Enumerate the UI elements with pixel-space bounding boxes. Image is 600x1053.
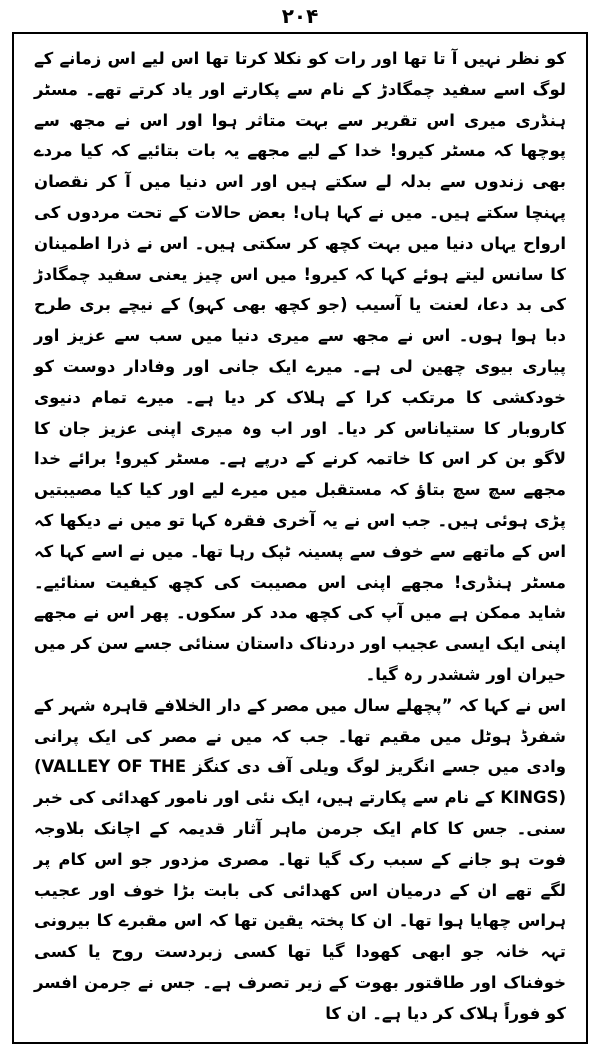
page-number: ۲۰۴ xyxy=(281,4,319,28)
paragraph-1: کو نظر نہیں آ تا تھا اور رات کو نکلا کرتا تھا اس لیے اس زمانے کے لوگ اسے سفید چمگادڑ کے نام سے پکارتے اور یاد کرتے تھے۔ مسٹر ہنڈری میری اس تقریر سے بہت متاثر ہوا اور اس نے مجھ سے پوچھا کہ مسٹر کیرو! خدا کے لیے مجھے یہ بات بتائیے کہ کیا مردے بھی زندوں سے بدلہ لے سکتے ہیں اور اس دنیا میں آ کر نقصان پہنچا سکتے ہیں۔ میں نے کہا ہاں! بعض حالات کے تحت مردوں کی ارواح یہاں دنیا میں بہت کچھ کر سکتی ہیں۔ اس نے ذرا اطمینان کا سانس لیتے ہوئے کہا کہ کیرو! میں اس چیز یعنی سفید چمگادڑ کی بد دعا، لعنت یا آسیب (جو کچھ بھی کہو) کے نیچے بری طرح دبا ہوا ہوں۔ اس نے مجھ سے میری دنیا میں سب سے عزیز اور پیاری بیوی چھین لی ہے۔ میرے ایک جانی اور وفادار دوست کو خودکشی کا مرتکب کرا کے ہلاک کر دیا ہے۔ میرے تمام دنیوی کاروبار کا ستیاناس کر دیا۔ اور اب وہ میری اپنی عزیز جان کا لاگو بن کر اس کا خاتمہ کرنے کے درپے ہے۔ مسٹر کیرو! برائے خدا مجھے سچ سچ بتاؤ کہ مستقبل میں میرے لیے اور کیا کیا مصیبتیں پڑی ہوئی ہیں۔ جب اس نے یہ آخری فقرہ کہا تو میں نے دیکھا کہ اس کے ماتھے سے خوف سے پسینہ ٹپک رہا تھا۔ میں نے اسے کہا کہ مسٹر ہنڈری! مجھے اپنی اس مصیبت کی کچھ کیفیت سنائیے۔ شاید ممکن ہے میں آپ کی کچھ مدد کر سکوں۔ پھر اس نے مجھے اپنی ایک ایسی عجیب اور دردناک داستان سنائی جسے سن کر میں حیران اور ششدر رہ گیا۔ xyxy=(34,49,566,684)
paragraph-2-part-2: کے نام سے پکارتے ہیں، ایک نئی اور نامور کھدائی کی خبر سنی۔ جس کا کام ایک جرمن ماہر آثار قدیمہ کے اچانک بلاوجہ فوت ہو جانے کے سبب رک گیا تھا۔ مصری مزدور جو اس کام پر لگے تھے ان کے درمیان اس کھدائی کی بابت بڑا خوف اور عجیب ہراس چھایا ہوا تھا۔ ان کا پختہ یقین تھا کہ اس مقبرے کا بیرونی تہہ خانہ جو ابھی کھودا گیا تھا کسی زبردست روح یا کسی خوفناک اور طاقتور بھوت کے زیر تصرف ہے۔ جس نے جرمن افسر کو فوراً ہلاک کر دیا ہے۔ ان کا xyxy=(34,788,566,1023)
valley-of-the-kings-label: (VALLEY OF THE KINGS) xyxy=(34,757,566,808)
paragraph-2-part-1: اس نے کہا کہ ”پچھلے سال میں مصر کے دار الخلافے قاہرہ شہر کے شفرڈ ہوٹل میں مقیم تھا۔ جب کہ میں نے مصر کی ایک پرانی وادی میں جسے انگریز لوگ ویلی آف دی کنگز xyxy=(34,695,567,777)
body-text xyxy=(34,44,566,1030)
text-frame xyxy=(12,32,588,1044)
paragraph-2 xyxy=(34,691,566,1030)
